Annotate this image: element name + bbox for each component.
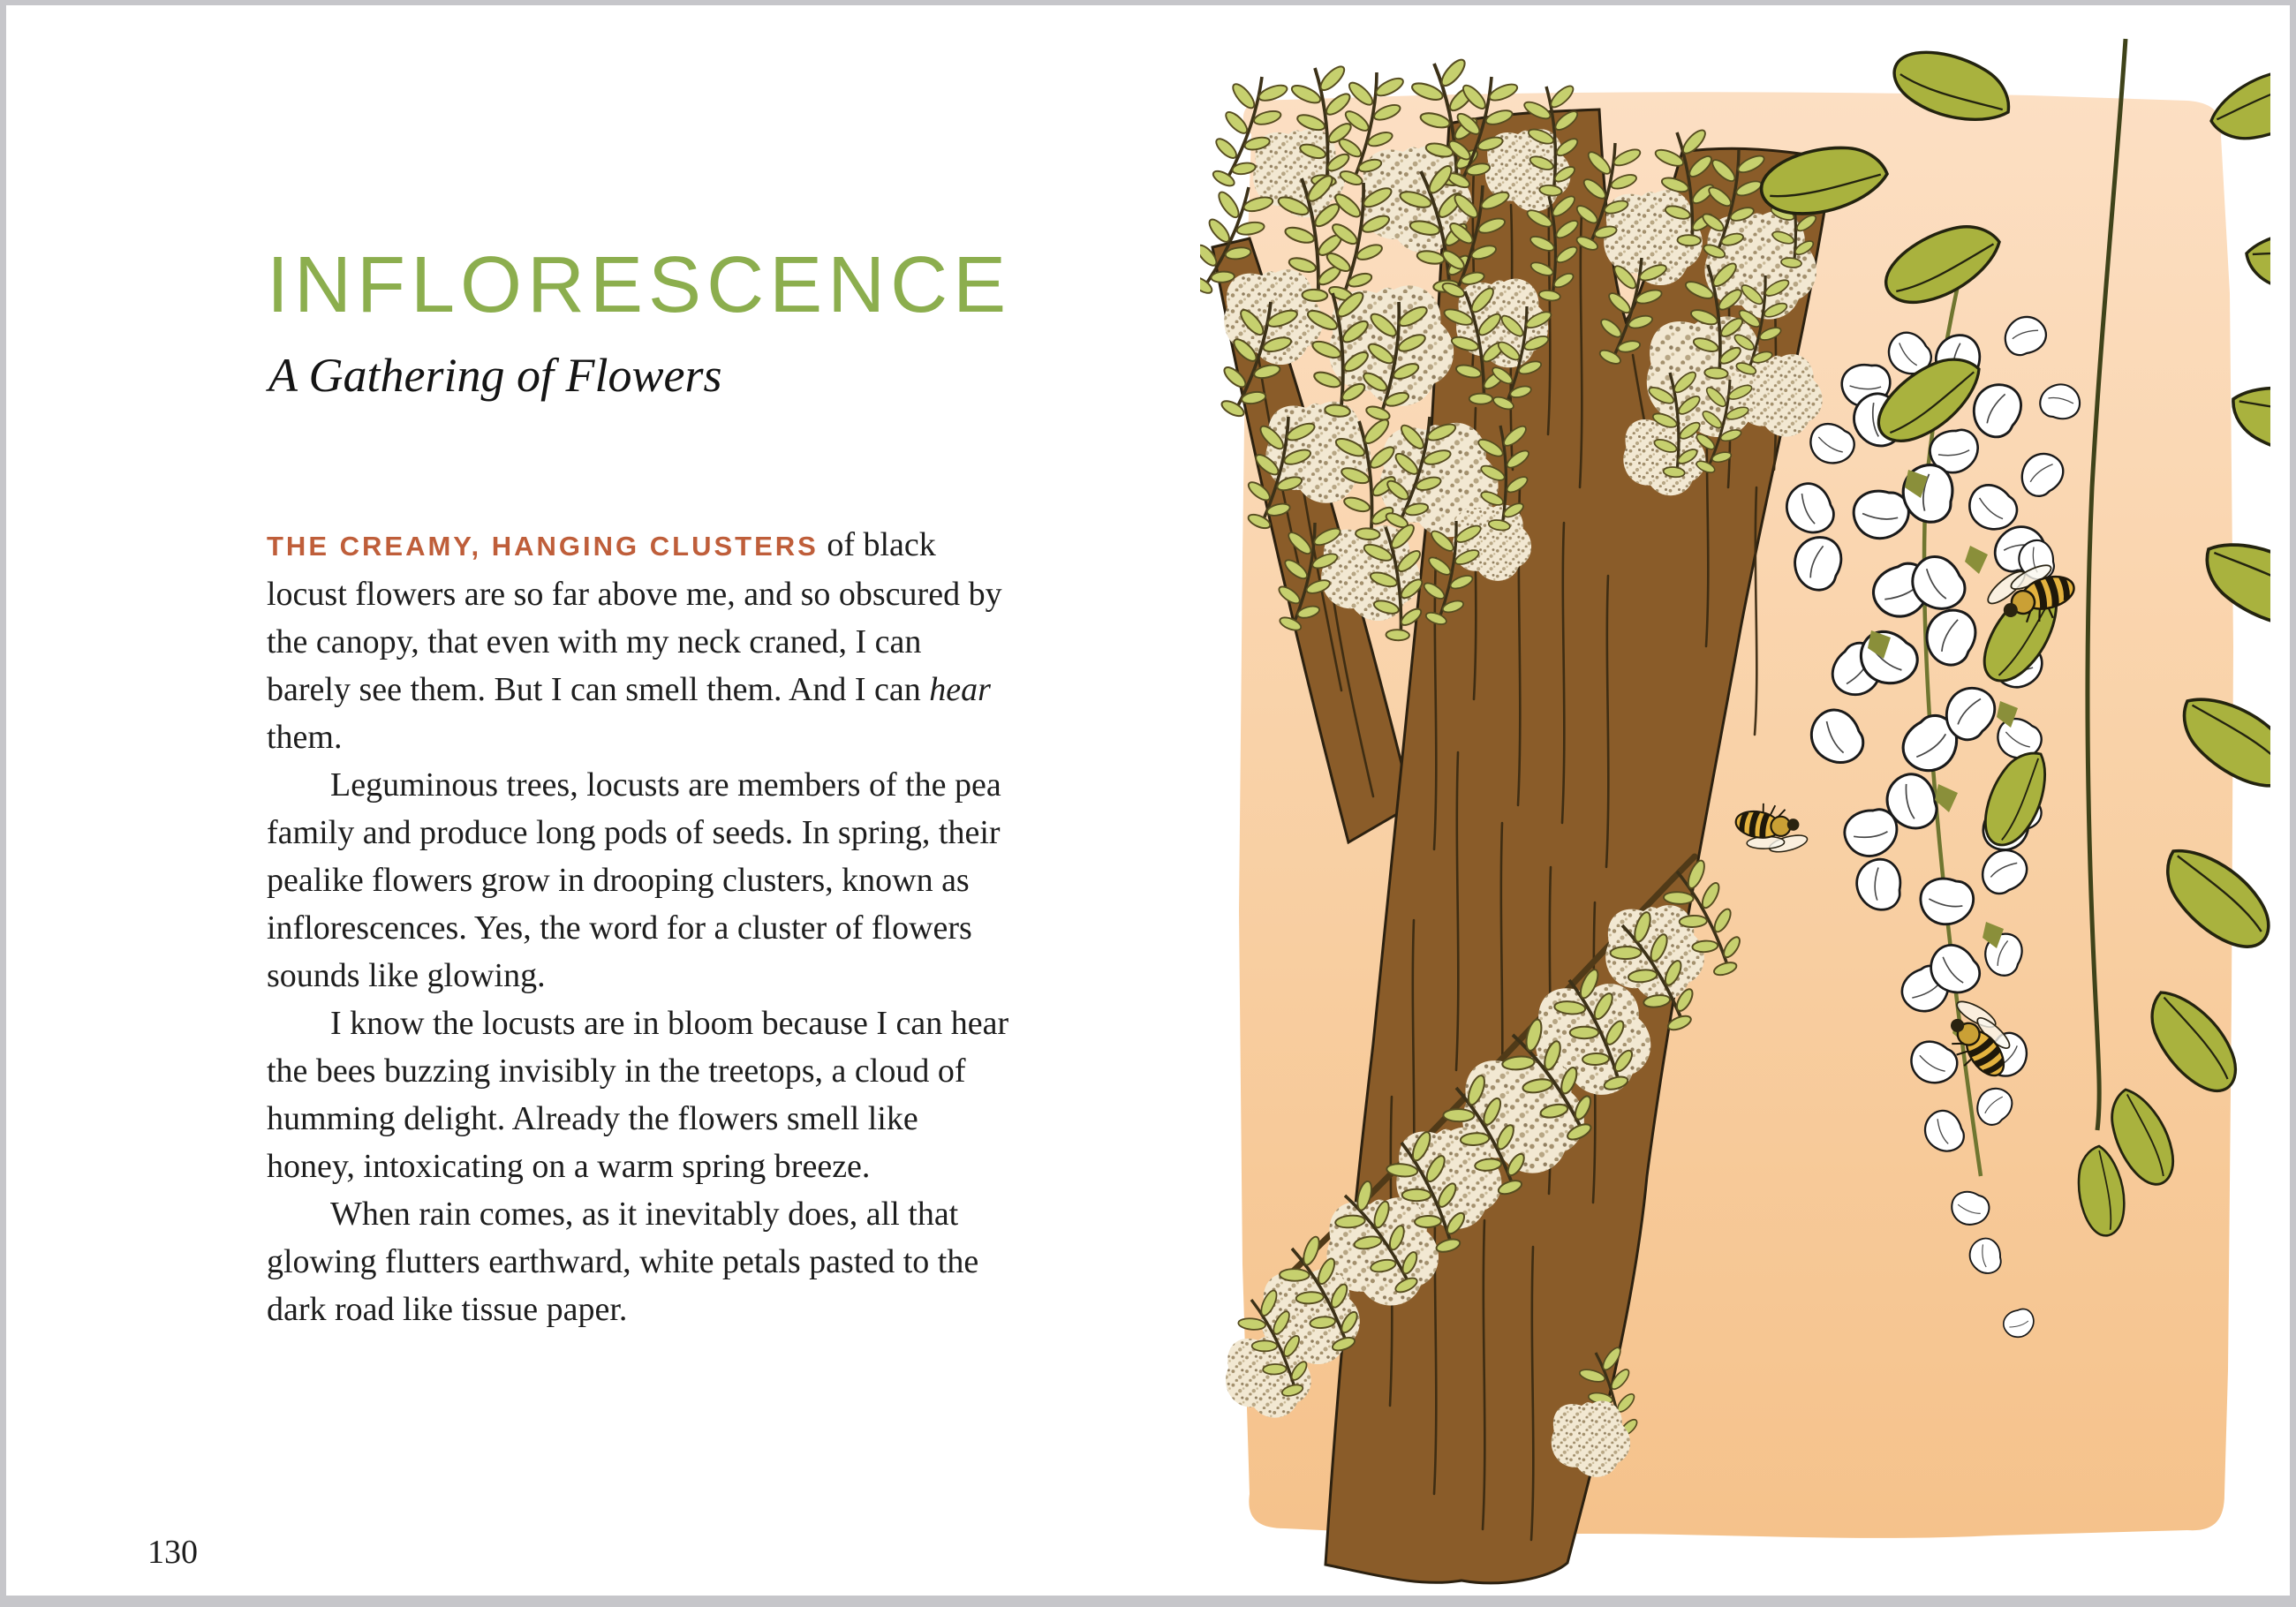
body-paragraph-4: When rain comes, as it inevitably does, all that glowing flutters earthward, white petals pasted to the dark road like tissue paper. — [267, 1196, 979, 1328]
lead-in-phrase: THE CREAMY, HANGING CLUSTERS — [267, 531, 819, 562]
paragraph-1-end: them. — [267, 719, 343, 756]
page-subtitle: A Gathering of Flowers — [268, 349, 722, 402]
locust-tree-illustration — [1200, 28, 2270, 1588]
body-paragraph-3: I know the locusts are in bloom because I can hear the bees buzzing invisibly in the treetops, a cloud of humming delight. Already the flowers smell like honey, intoxicating on a warm spring breeze. — [267, 1005, 1009, 1185]
book-page — [6, 5, 2290, 1596]
body-text — [267, 521, 1013, 1333]
paragraph-1-text: of black locust flowers are so far above me, and so obscured by the canopy, that even with my neck craned, I can barely see them. But I can smell them. And I can — [267, 526, 1002, 708]
page-number: 130 — [147, 1534, 198, 1571]
body-paragraph-2: Leguminous trees, locusts are members of the pea family and produce long pods of seeds. In spring, their pealike flowers grow in drooping clusters, known as inflorescences. Yes, the word for a cluster of flowers sounds like glowing. — [267, 766, 1001, 994]
page-title: INFLORESCENCE — [267, 241, 1012, 329]
body-paragraph-1 — [267, 521, 1013, 761]
paragraph-1-italic-word: hear — [929, 671, 991, 708]
